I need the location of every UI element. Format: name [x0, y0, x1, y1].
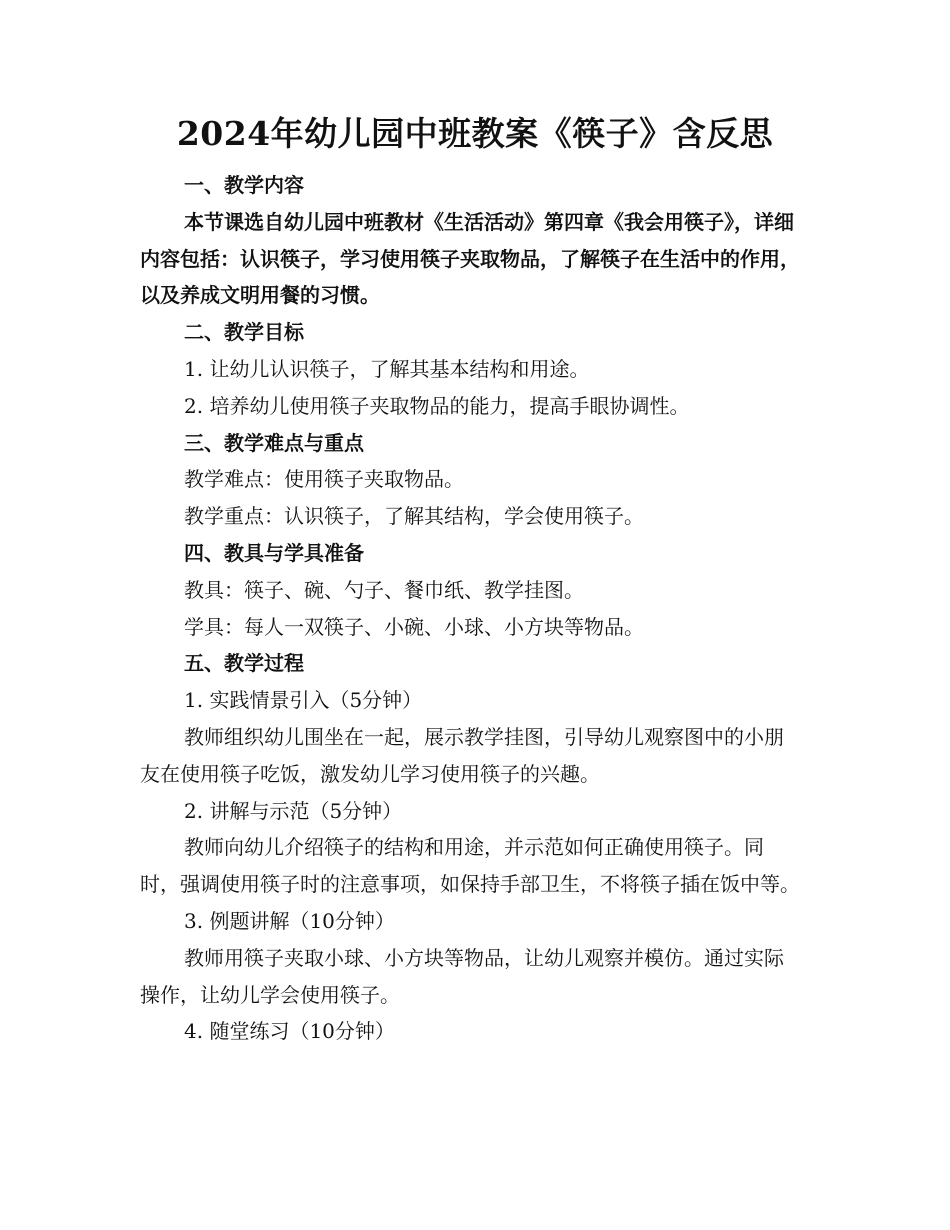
goal-item: 1. 让幼儿认识筷子，了解其基本结构和用途。: [184, 356, 590, 381]
student-tools-text: 学具：每人一双筷子、小碗、小球、小方块等物品。: [184, 614, 644, 639]
section-heading-materials: 四、教具与学具准备: [184, 540, 364, 565]
step-title: 4. 随堂练习（10分钟）: [184, 1019, 395, 1044]
section-paragraph-content: 本节课选自幼儿园中班教材《生活活动》第四章《我会用筷子》，详细内容包括：认识筷子，学习使用筷子夹取物品，了解筷子在生活中的作用，以及养成文明用餐的习惯。: [140, 209, 800, 308]
section-heading-content: 一、教学内容: [184, 173, 304, 197]
step-body: 教师组织幼儿围坐在一起，展示教学挂图，引导幼儿观察图中的小朋友在使用筷子吃饭，激发幼儿学习使用筷子的兴趣。: [140, 724, 784, 786]
step-title: 2. 讲解与示范（5分钟）: [184, 798, 403, 823]
step-title: 1. 实践情景引入（5分钟）: [184, 688, 423, 713]
key-point-text: 教学重点：认识筷子，了解其结构，学会使用筷子。: [184, 504, 644, 529]
document-title: 2024年幼儿园中班教案《筷子》含反思: [176, 114, 774, 153]
section-heading-difficulty: 三、教学难点与重点: [184, 430, 364, 455]
difficulty-text: 教学难点：使用筷子夹取物品。: [184, 467, 464, 492]
step-body: 教师用筷子夹取小球、小方块等物品，让幼儿观察并模仿。通过实际操作，让幼儿学会使用筷子。: [140, 945, 784, 1007]
teacher-tools-text: 教具：筷子、碗、勺子、餐巾纸、教学挂图。: [184, 577, 584, 602]
document-body: [140, 167, 800, 1050]
section-heading-process: 五、教学过程: [184, 651, 304, 676]
step-body: 教师向幼儿介绍筷子的结构和用途，并示范如何正确使用筷子。同时，强调使用筷子时的注意事项，如保持手部卫生，不将筷子插在饭中等。: [140, 835, 800, 897]
goal-item: 2. 培养幼儿使用筷子夹取物品的能力，提高手眼协调性。: [184, 393, 690, 418]
section-heading-goals: 二、教学目标: [184, 320, 304, 345]
step-title: 3. 例题讲解（10分钟）: [184, 908, 395, 933]
